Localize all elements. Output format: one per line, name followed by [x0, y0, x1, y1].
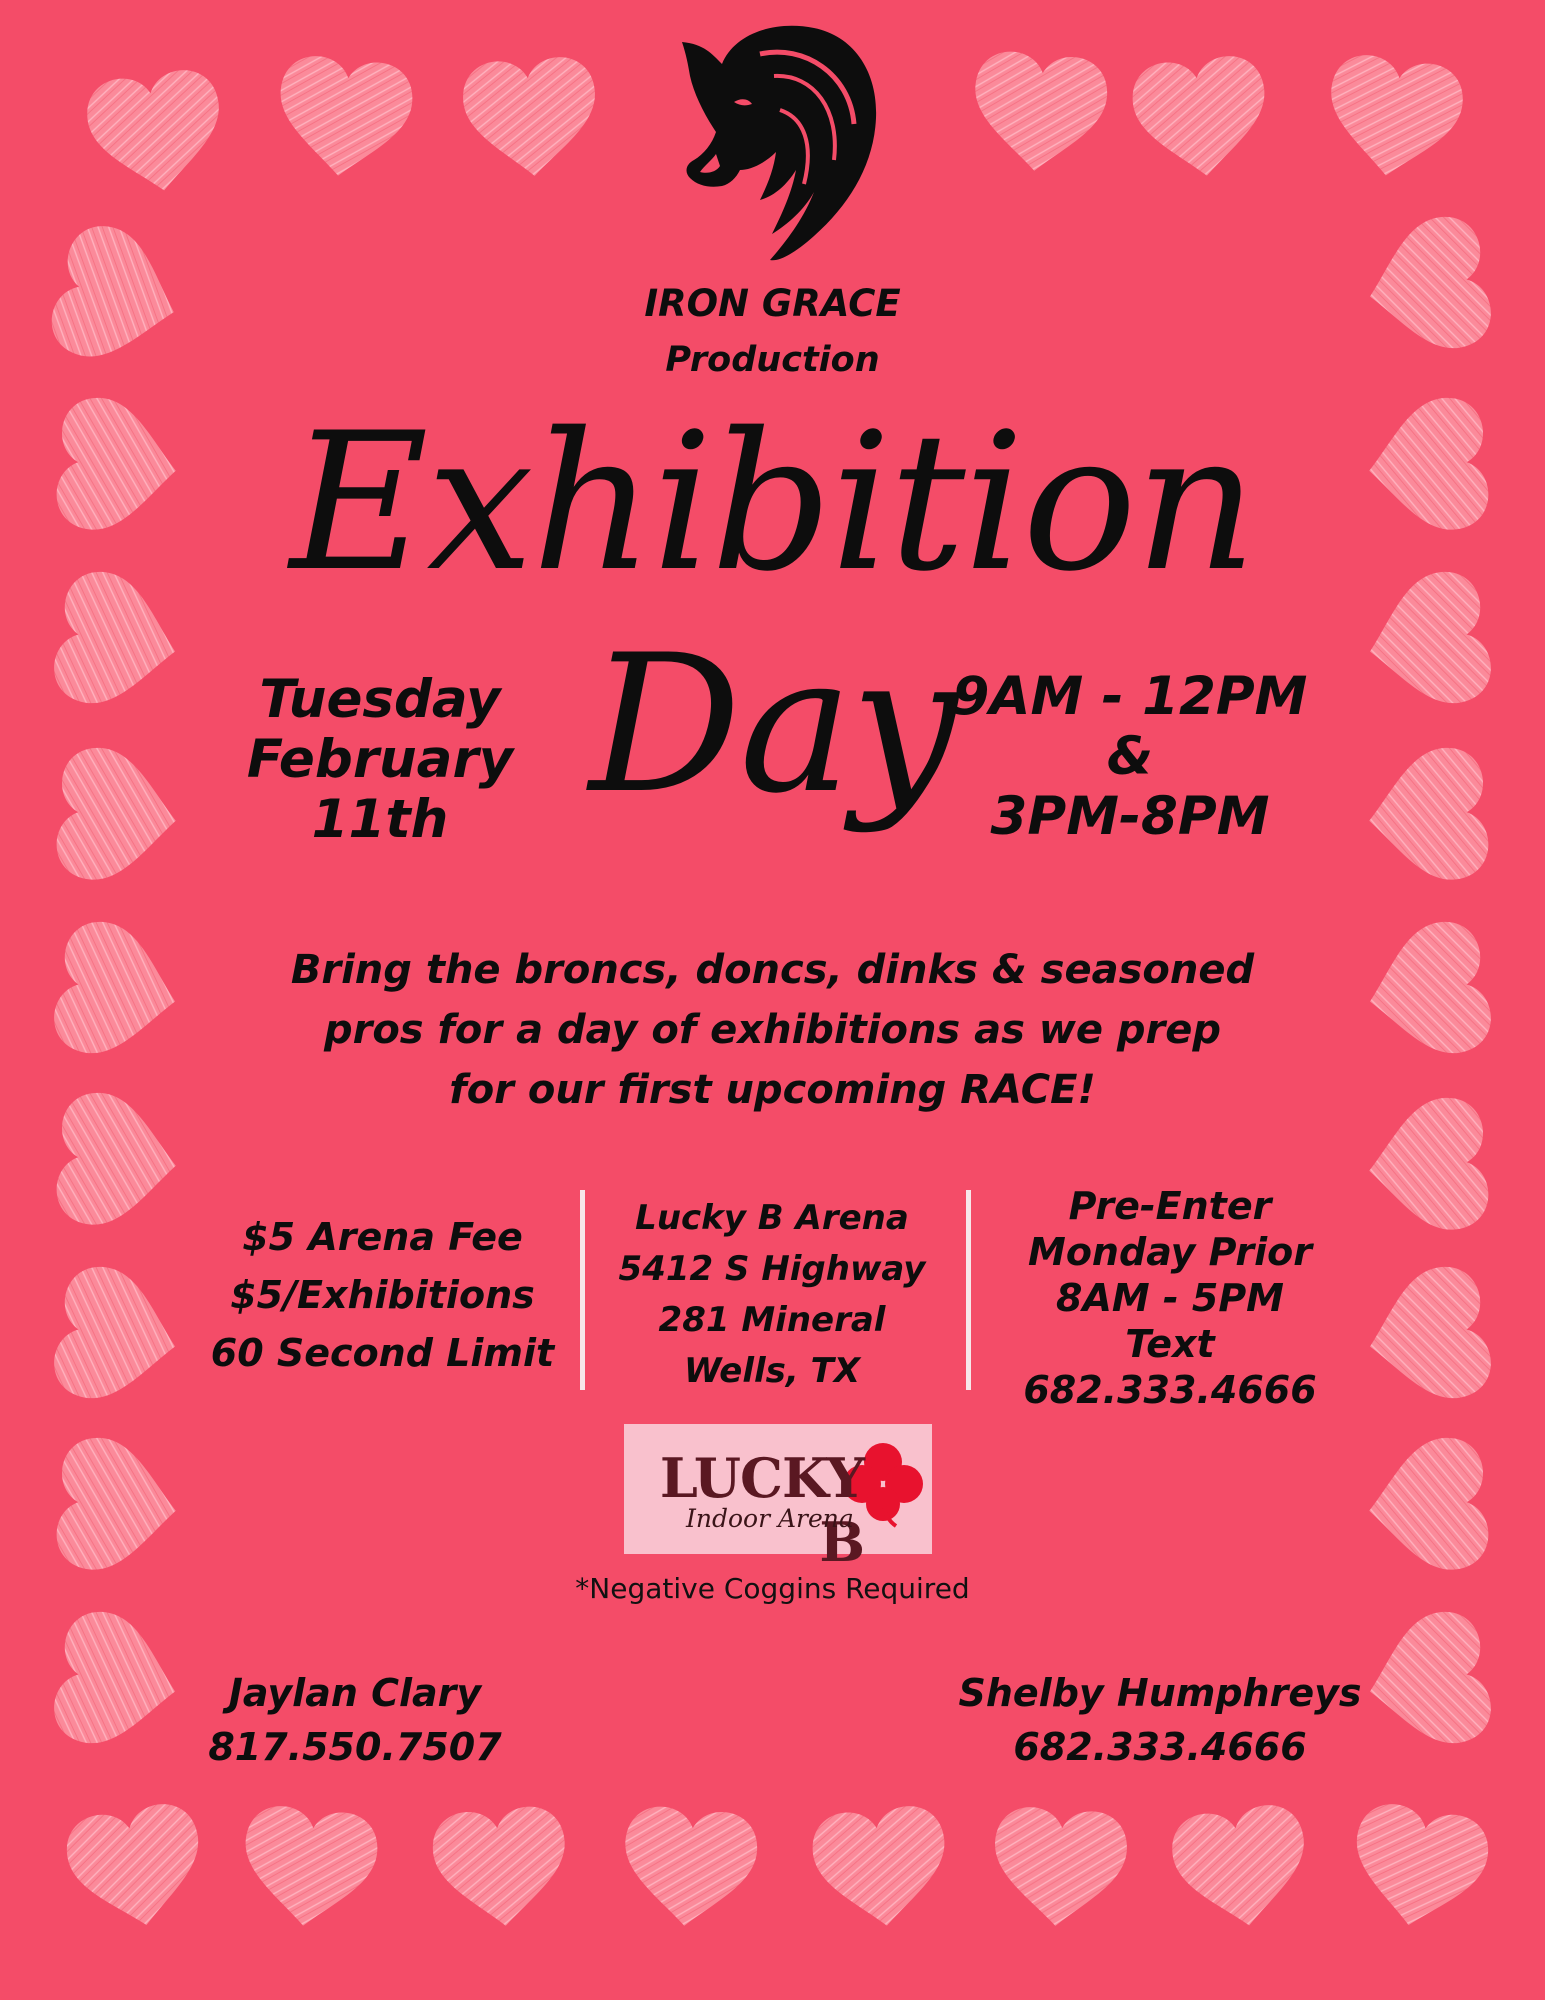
contact-phone: 817.550.7507 — [208, 1725, 502, 1769]
venue-info — [602, 1193, 942, 1397]
pre-enter-phone: 682.333.4666 — [1023, 1368, 1317, 1412]
date-day: 11th — [311, 789, 449, 850]
pre-enter-hours: 8AM - 5PM — [1056, 1276, 1284, 1320]
pre-enter-day: Monday Prior — [1028, 1230, 1312, 1274]
heart-icon — [1168, 1801, 1315, 1935]
pre-enter-method: Text — [1125, 1322, 1215, 1366]
heart-icon — [237, 1803, 380, 1933]
heart-icon — [618, 1804, 760, 1932]
venue-logo — [624, 1424, 932, 1574]
column-divider — [580, 1190, 585, 1390]
description-line: Bring the broncs, doncs, dinks & seasoned — [290, 947, 1255, 993]
heart-icon — [54, 1435, 182, 1577]
contact-shelby — [925, 1666, 1395, 1774]
horse-head-icon — [664, 14, 880, 264]
pre-enter-heading: Pre-Enter — [1068, 1184, 1272, 1228]
column-divider — [966, 1190, 971, 1390]
venue-city: Wells, TX — [683, 1351, 861, 1391]
heart-icon — [272, 53, 415, 183]
heart-icon — [1129, 53, 1272, 183]
pre-enter-info — [985, 1183, 1355, 1413]
event-title-line1: Exhibition — [289, 392, 1256, 613]
heart-icon — [1363, 1435, 1491, 1577]
heart-icon — [461, 55, 601, 181]
time-afternoon: 3PM-8PM — [990, 786, 1270, 847]
venue-address-line: 281 Mineral — [658, 1300, 886, 1340]
contact-name: Shelby Humphreys — [958, 1671, 1362, 1715]
contact-phone: 682.333.4666 — [1013, 1725, 1307, 1769]
heart-icon — [809, 1803, 952, 1933]
description-line: for our first upcoming RACE! — [449, 1067, 1096, 1113]
heart-icon — [968, 49, 1110, 177]
venue-address-line: 5412 S Highway — [618, 1249, 926, 1289]
event-date — [180, 670, 580, 850]
event-title-line2: Day — [589, 614, 956, 835]
heart-icon — [430, 1804, 572, 1932]
heart-icon — [1320, 51, 1467, 185]
date-weekday: Tuesday — [259, 669, 501, 730]
date-month: February — [246, 729, 514, 790]
organizer-subtitle: Production — [665, 340, 880, 380]
logo-subtitle: Indoor Arena — [686, 1504, 854, 1533]
requirement-note: *Negative Coggins Required — [575, 1572, 970, 1605]
exhibition-fee: $5/Exhibitions — [230, 1273, 535, 1317]
time-and: & — [1106, 726, 1154, 787]
time-morning: 9AM - 12PM — [952, 666, 1308, 727]
fees-info — [155, 1208, 610, 1382]
time-limit: 60 Second Limit — [210, 1331, 555, 1375]
heart-icon — [1359, 1261, 1497, 1411]
heart-icon — [1344, 1799, 1494, 1937]
heart-icon — [83, 66, 230, 200]
event-times — [930, 667, 1330, 847]
arena-fee: $5 Arena Fee — [242, 1215, 523, 1259]
event-description — [0, 940, 1545, 1120]
heart-icon — [61, 1799, 211, 1937]
logo-wordmark: LUCKY B — [659, 1446, 864, 1574]
contact-name: Jaylan Clary — [228, 1671, 482, 1715]
description-line: pros for a day of exhibitions as we prep — [323, 1007, 1222, 1053]
heart-icon — [990, 1805, 1130, 1931]
contact-jaylan — [130, 1666, 580, 1774]
venue-name: Lucky B Arena — [635, 1198, 909, 1238]
organizer-name: IRON GRACE — [644, 282, 901, 325]
